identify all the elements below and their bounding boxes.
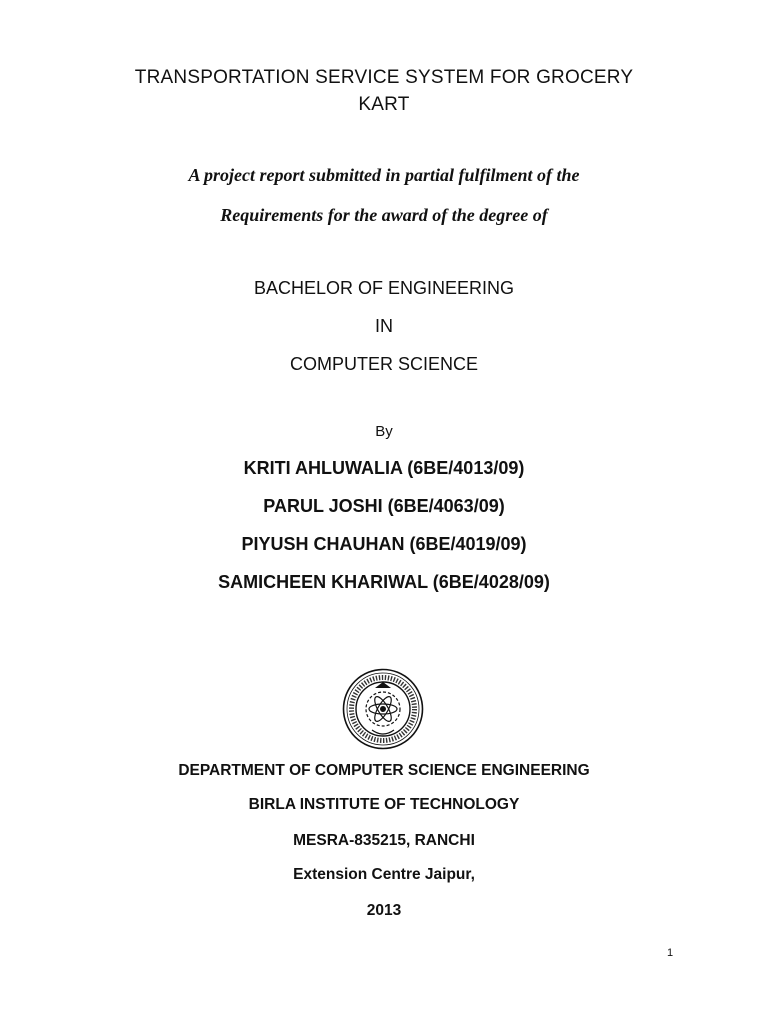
- department: DEPARTMENT OF COMPUTER SCIENCE ENGINEERING: [178, 762, 590, 779]
- degree-connector: IN: [375, 316, 393, 336]
- institution-centre: Extension Centre Jaipur,: [293, 866, 475, 883]
- author-1: KRITI AHLUWALIA (6BE/4013/09): [243, 458, 525, 478]
- institution-address: MESRA-835215, RANCHI: [293, 832, 475, 849]
- page-number: 1: [666, 947, 674, 959]
- author-4: SAMICHEEN KHARIWAL (6BE/4028/09): [218, 572, 550, 592]
- institution-name: BIRLA INSTITUTE OF TECHNOLOGY: [248, 796, 520, 813]
- author-3: PIYUSH CHAUHAN (6BE/4019/09): [241, 534, 527, 554]
- year: 2013: [366, 902, 402, 919]
- by-label: By: [375, 423, 393, 440]
- institute-seal-icon: [342, 668, 424, 750]
- submission-line-1: A project report submitted in partial fulfilment of the: [188, 165, 580, 185]
- title-line-1: TRANSPORTATION SERVICE SYSTEM FOR GROCERY: [134, 67, 634, 88]
- degree-field: COMPUTER SCIENCE: [289, 354, 478, 374]
- author-2: PARUL JOSHI (6BE/4063/09): [263, 496, 505, 516]
- degree-name: BACHELOR OF ENGINEERING: [253, 278, 515, 298]
- submission-line-2: Requirements for the award of the degree of: [220, 205, 548, 225]
- title-line-2: KART: [358, 94, 410, 115]
